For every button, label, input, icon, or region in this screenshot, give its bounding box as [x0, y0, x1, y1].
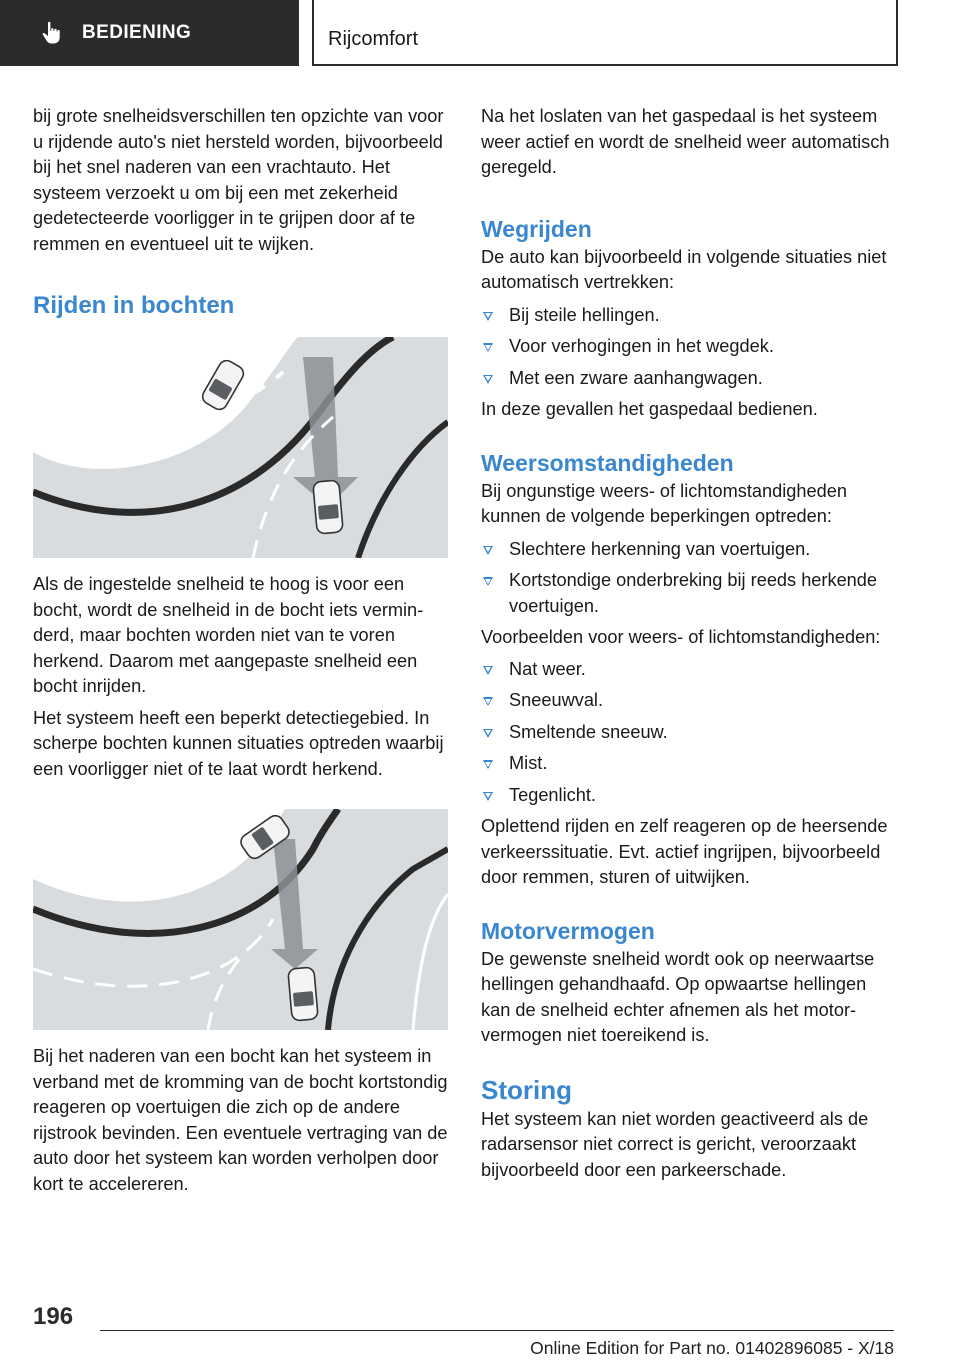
list-item: Smeltende sneeuw. [481, 720, 899, 746]
hand-pointer-icon [42, 21, 64, 45]
intro-paragraph: bij grote snelheidsverschillen ten opzichte van voor u rijdende auto's niet hersteld worden, bijvoorbeeld bij het snel naderen van een vrachtauto. Het systeem verzoekt u om bij een met zekerheid gedetecteerde voorligger in te grijpen door af te remmen en eventueel uit te wijken. [33, 106, 444, 254]
chapter-title: Rijcomfort [328, 28, 419, 50]
wegrijden-text: De auto kan bijvoorbeeld in volgende situaties niet automatisch vertrekken: [481, 246, 887, 292]
figure-curve-road-2 [33, 809, 448, 1030]
list-item: Kortstondige onderbreking bij reeds herkende voertuigen. [481, 568, 899, 619]
footer-edition: Online Edition for Part no. 01402896085 - X/18 [530, 1338, 894, 1358]
triangle-bullet-icon [483, 760, 493, 769]
triangle-bullet-icon [483, 546, 493, 555]
wegrijden-list [481, 303, 899, 392]
paragraph-snelheid-bocht: Als de ingestelde snelheid te hoog is voor een bocht, wordt de snelheid in de bocht iets verminderd, maar bochten worden niet van te voren herkend. Daarom met aangepaste snelheid een bocht inrijden. [33, 574, 424, 696]
list-item: Tegenlicht. [481, 783, 899, 809]
list-item: Nat weer. [481, 657, 899, 683]
figure-curve-road-1 [33, 337, 448, 558]
weers-text: Bij ongunstige weers- of lichtomstandigheden kunnen de volgende beperkingen optreden: [481, 480, 847, 526]
weers-text2: Voorbeelden voor weers- of lichtomstandigheden: [481, 627, 881, 647]
heading-weersomstandigheden: Weersomstandigheden [481, 449, 734, 476]
list-item: Voor verhogingen in het wegdek. [481, 334, 899, 360]
weers-after: Oplettend rijden en zelf reageren op de heersende verkeerssituatie. Evt. actief ingrijpen, bijvoorbeeld door remmen, sturen of uitwijken. [481, 816, 888, 887]
list-item: Mist. [481, 751, 899, 777]
triangle-bullet-icon [483, 577, 493, 586]
section-label: BEDIENING [82, 22, 192, 43]
header-section-tab [0, 0, 299, 66]
triangle-bullet-icon [483, 792, 493, 801]
wegrijden-after: In deze gevallen het gaspedaal bedienen. [481, 399, 818, 419]
heading-storing: Storing [481, 1074, 572, 1105]
right-column [481, 104, 899, 1183]
paragraph-detectiegebied: Het systeem heeft een beperkt detectiegebied. In scherpe bochten kunnen situaties optreden waarbij een voorligger niet of te laat wordt herkend. [33, 707, 444, 779]
list-item: Met een zware aanhangwagen. [481, 366, 899, 392]
motorvermogen-text: De gewenste snelheid wordt ook op neerwaartse hellingen gehandhaafd. Op opwaartse hellingen kan de snelheid echter afnemen als het motorvermogen niet toereikend is. [481, 948, 875, 1045]
triangle-bullet-icon [483, 666, 493, 675]
weers-list [481, 537, 899, 620]
list-item: Slechtere herkenning van voertuigen. [481, 537, 899, 563]
footer-divider [100, 1330, 894, 1331]
intro-paragraph-right: Na het loslaten van het gaspedaal is het systeem weer actief en wordt de snelheid weer automatisch geregeld. [481, 106, 890, 177]
header-title-box [312, 0, 898, 66]
storing-text: Het systeem kan niet worden geactiveerd als de radarsensor niet correct is gericht, veroorzaakt bijvoorbeeld door een parkeerschade. [481, 1108, 869, 1180]
triangle-bullet-icon [483, 343, 493, 352]
heading-rijden-in-bochten: Rijden in bochten [33, 292, 235, 319]
heading-motorvermogen: Motorvermogen [481, 917, 655, 944]
list-item: Bij steile hellingen. [481, 303, 899, 329]
triangle-bullet-icon [483, 729, 493, 738]
list-item: Sneeuwval. [481, 688, 899, 714]
triangle-bullet-icon [483, 697, 493, 706]
page-number: 196 [33, 1303, 74, 1330]
left-column [33, 104, 451, 1197]
triangle-bullet-icon [483, 375, 493, 384]
heading-wegrijden: Wegrijden [481, 215, 592, 242]
weers-examples-list [481, 657, 899, 809]
paragraph-andere-rijstrook: Bij het naderen van een bocht kan het systeem in verband met de kromming van de bocht kortstondig reageren op voertuigen die zich op de andere rijstrook bevinden. Een eventuele vertraging van de auto door het systeem kan worden verholpen door kort te accelereren. [33, 1046, 448, 1194]
triangle-bullet-icon [483, 312, 493, 321]
